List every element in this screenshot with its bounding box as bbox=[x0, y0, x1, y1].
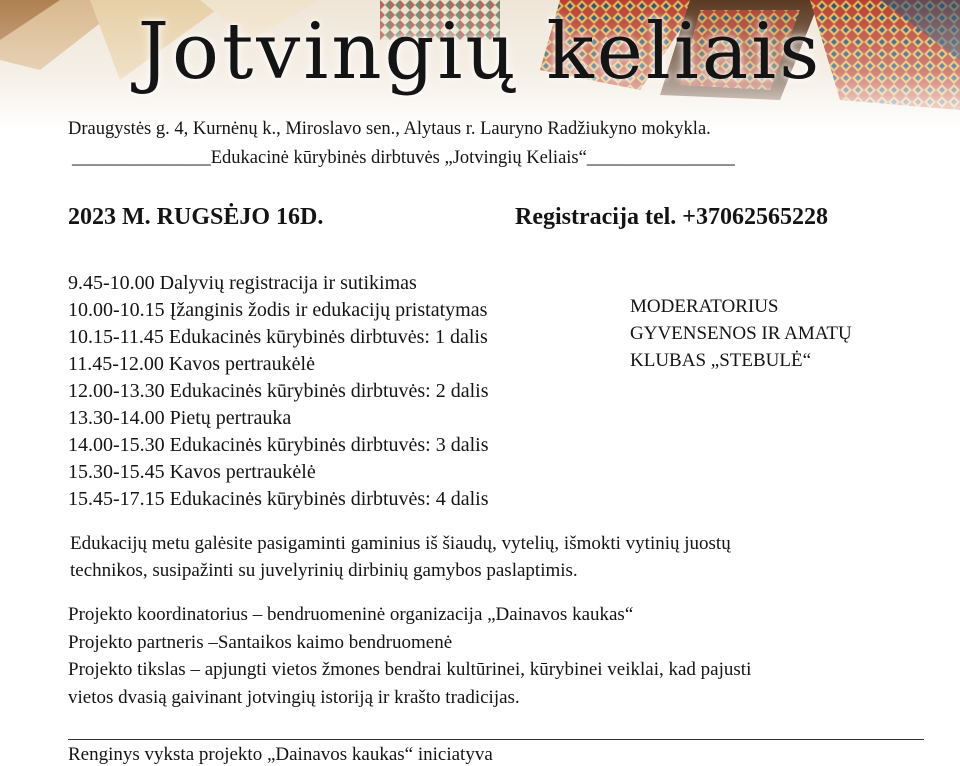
schedule-item: 10.00-10.15 Įžanginis žodis ir edukacijų pristatymas bbox=[68, 299, 488, 321]
project-info bbox=[68, 601, 751, 711]
schedule-item: 9.45-10.00 Dalyvių registracija ir sutikimas bbox=[68, 272, 417, 294]
description-line: technikos, susipažinti su juvelyrinių dirbinių gamybos paslaptimis. bbox=[70, 560, 578, 581]
event-date: 2023 M. RUGSĖJO 16D. bbox=[68, 204, 324, 230]
schedule-item: 12.00-13.30 Edukacinės kūrybinės dirbtuvės: 2 dalis bbox=[68, 380, 489, 402]
venue-address: Draugystės g. 4, Kurnėnų k., Miroslavo sen., Alytaus r. Lauryno Radžiukyno mokykla. bbox=[68, 119, 711, 139]
project-goal: Projekto tikslas – apjungti vietos žmones bendrai kultūrinei, kūrybinei veiklai, kad pajusti bbox=[68, 659, 752, 680]
moderator-club-line1: GYVENSENOS IR AMATŲ bbox=[630, 323, 852, 344]
schedule-item: 15.45-17.15 Edukacinės kūrybinės dirbtuvės: 4 dalis bbox=[68, 488, 489, 510]
schedule-item: 15.30-15.45 Kavos pertraukėlė bbox=[68, 461, 316, 483]
header-banner bbox=[0, 0, 960, 130]
moderator-block bbox=[630, 293, 852, 374]
project-coordinator: Projekto koordinatorius – bendruomeninė organizacija „Dainavos kaukas“ bbox=[68, 604, 634, 625]
footer-divider bbox=[68, 739, 924, 740]
page-title: Jotvingių keliais bbox=[137, 7, 823, 97]
project-goal: vietos dvasią gaivinant jotvingių istoriją ir krašto tradicijas. bbox=[68, 686, 520, 708]
footer-text: Renginys vyksta projekto „Dainavos kaukas“ iniciatyva bbox=[68, 744, 493, 765]
schedule-item: 10.15-11.45 Edukacinės kūrybinės dirbtuvės: 1 dalis bbox=[68, 326, 488, 348]
schedule-item: 14.00-15.30 Edukacinės kūrybinės dirbtuvės: 3 dalis bbox=[68, 434, 489, 456]
schedule-list bbox=[68, 270, 489, 513]
description-line: Edukacijų metu galėsite pasigaminti gaminius iš šiaudų, vytelių, išmokti vytinių juostų bbox=[70, 533, 731, 554]
moderator-club-line2: KLUBAS „STEBULĖ“ bbox=[630, 350, 812, 371]
workshop-description bbox=[70, 530, 731, 584]
schedule-item: 11.45-12.00 Kavos pertraukėlė bbox=[68, 353, 315, 375]
schedule-item: 13.30-14.00 Pietų pertrauka bbox=[68, 407, 292, 429]
moderator-label: MODERATORIUS bbox=[630, 296, 779, 317]
registration-phone: Registracija tel. +37062565228 bbox=[515, 204, 828, 230]
workshop-subtitle: _______________Edukacinė kūrybinės dirbtuvės „Jotvingių Keliais“________________ bbox=[72, 148, 735, 168]
project-partner: Projekto partneris –Santaikos kaimo bendruomenė bbox=[68, 631, 453, 653]
